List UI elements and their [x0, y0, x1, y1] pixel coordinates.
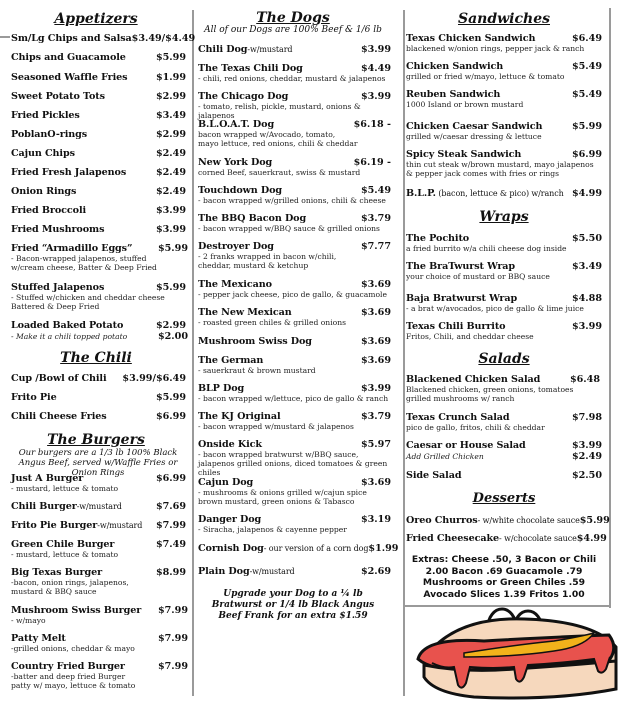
menu-item: [11, 243, 188, 272]
menu-item: [198, 383, 391, 403]
menu-item: [11, 72, 186, 83]
item-name: Sm/Lg Chips and Salsa: [11, 33, 132, 44]
item-description: - roasted green chiles & grilled onions: [198, 318, 346, 327]
item-price: $5.49: [360, 185, 391, 196]
item-name: Seasoned Waffle Fries: [11, 72, 128, 83]
item-name: Chili Burger-w/mustard: [11, 501, 122, 512]
item-name: Frito Pie: [11, 392, 57, 403]
item-name: Danger Dog: [198, 514, 262, 525]
menu-item: [11, 392, 186, 403]
menu-item: [406, 470, 602, 481]
burgers-subtitle: Our burgers are a 1/3 lb 100% Black Angus Beef, served w/Waffle Fries or Onion Rings: [18, 448, 178, 478]
hotdog-icon: [404, 607, 620, 700]
item-name: The Pochito: [406, 233, 470, 244]
item-name: B.L.P. (bacon, lettuce & pico) w/ranch: [406, 188, 564, 199]
item-price: $3.99/$6.49: [122, 373, 186, 384]
item-name: Chili Dog-w/mustard: [198, 44, 293, 55]
item-name: Frito Pie Burger-w/mustard: [11, 520, 143, 531]
column-middle: [195, 0, 399, 700]
item-price: $7.69: [155, 501, 186, 512]
column-divider-left: [192, 10, 194, 696]
menu-item: [11, 110, 186, 121]
column-left: [0, 0, 196, 700]
item-name: Side Salad: [406, 470, 462, 481]
item-price: $4.99: [576, 533, 607, 544]
item-name: Onion Rings: [11, 186, 77, 197]
item-name: Loaded Baked Potato: [11, 320, 124, 331]
item-name: PoblanO-rings: [11, 129, 88, 140]
item-price: $8.99: [155, 567, 186, 578]
item-price: $7.98: [571, 412, 602, 423]
item-price: $3.79: [360, 213, 391, 224]
menu-item: [11, 501, 186, 512]
item-price: $5.99: [579, 515, 610, 526]
item-price: $6.19 -: [353, 157, 391, 168]
menu-item: [406, 440, 602, 462]
menu-item: [198, 119, 391, 148]
item-addon-price: $2.00: [157, 331, 188, 342]
item-name: Texas Chili Burrito: [406, 321, 506, 332]
item-price: $4.88: [571, 293, 602, 304]
item-price: $4.49: [360, 63, 391, 74]
item-price: $1.99: [368, 543, 399, 554]
menu-item: [406, 293, 602, 313]
item-name: Baja Bratwurst Wrap: [406, 293, 518, 304]
item-description: - a brat w/avocados, pico de gallo & lime juice: [406, 304, 584, 313]
item-name: Touchdown Dog: [198, 185, 283, 196]
menu-item: [11, 473, 186, 493]
item-name: Chili Cheese Fries: [11, 411, 107, 422]
menu-item: [406, 515, 610, 526]
menu-item: [11, 33, 196, 44]
menu-item: [406, 89, 602, 109]
item-price: $3.99: [360, 44, 391, 55]
item-description: pico de gallo, fritos, chili & cheddar: [406, 423, 545, 432]
item-price: $6.49: [571, 33, 602, 44]
upgrade-note: Upgrade your Dog to a ¼ lb Bratwurst or 1/4 lb Black Angus Beef Frank for an extra $1.59: [211, 589, 375, 621]
item-price: $5.99: [155, 52, 186, 63]
item-price: $2.50: [571, 470, 602, 481]
item-description: - bacon wrapped w/grilled onions, chili & cheese: [198, 196, 386, 205]
item-name: The German: [198, 355, 264, 366]
menu-item: [11, 282, 186, 311]
item-name: The BraTwurst Wrap: [406, 261, 516, 272]
menu-item: [406, 61, 602, 81]
menu-item: [406, 188, 602, 199]
menu-item: [198, 439, 391, 477]
menu-item: [198, 411, 391, 431]
item-price: $4.99: [571, 188, 602, 199]
item-price: $2.99: [155, 320, 186, 331]
item-description: - bacon wrapped w/mustard & jalapenos: [198, 422, 354, 431]
item-price: $3.99: [360, 383, 391, 394]
item-name: Cajun Dog: [198, 477, 254, 488]
item-name: Onside Kick: [198, 439, 262, 450]
item-description: a fried burrito w/a chili cheese dog inside: [406, 244, 567, 253]
item-price: $3.49/$4.49: [131, 33, 196, 44]
item-name: Chicken Caesar Sandwich: [406, 121, 543, 132]
item-price: $3.49: [155, 110, 186, 121]
menu-item: [406, 33, 602, 53]
menu-item: [11, 605, 188, 625]
item-price: $7.99: [157, 633, 188, 644]
item-name: Big Texas Burger: [11, 567, 103, 578]
menu-item: [11, 411, 186, 422]
item-name: Oreo Churros- w/white chocolate sauce: [406, 515, 580, 526]
item-description: Add Grilled Chicken: [406, 452, 484, 461]
item-price: $6.99: [155, 473, 186, 484]
item-price: $5.99: [157, 243, 188, 254]
item-name: The Texas Chili Dog: [198, 63, 303, 74]
item-description: - bacon wrapped w/lettuce, pico de gallo & ranch: [198, 394, 389, 403]
item-price: $3.99: [155, 205, 186, 216]
item-description: 1000 Island or brown mustard: [406, 100, 524, 109]
menu-item: [198, 157, 391, 177]
menu-item: [198, 185, 391, 205]
item-name: Fried Broccoli: [11, 205, 87, 216]
item-name: The Mexicano: [198, 279, 272, 290]
item-description: Blackened chicken, green onions, tomatoes grilled mushrooms w/ ranch: [406, 385, 574, 403]
item-name: Fried Pickles: [11, 110, 80, 121]
item-name: Cup /Bowl of Chili: [11, 373, 107, 384]
item-price: $7.99: [157, 661, 188, 672]
menu-item: [406, 412, 602, 432]
menu-item: [198, 44, 391, 55]
item-name: Cajun Chips: [11, 148, 75, 159]
menu-item: [198, 566, 391, 577]
item-name: Green Chile Burger: [11, 539, 115, 550]
item-price: $2.49: [155, 167, 186, 178]
menu-item: [11, 91, 186, 102]
item-name: Patty Melt: [11, 633, 66, 644]
menu-item: [406, 533, 607, 544]
item-price: $6.18 -: [353, 119, 391, 130]
item-name: Stuffed Jalapenos: [11, 282, 105, 293]
menu-item: [406, 261, 602, 281]
menu-item: [198, 213, 391, 233]
menu-item: [406, 321, 602, 341]
wraps-title: Wraps: [479, 209, 529, 225]
item-price: $3.69: [360, 336, 391, 347]
extras-note: [404, 554, 604, 600]
item-description: - mustard, lettuce & tomato: [11, 550, 119, 559]
menu-item: [198, 477, 391, 506]
item-name: The KJ Original: [198, 411, 281, 422]
item-price: $3.49: [571, 261, 602, 272]
menu-item: [198, 543, 399, 554]
burgers-title: The Burgers: [47, 432, 145, 448]
item-description: - w/mayo: [11, 616, 46, 625]
item-price: $3.69: [360, 477, 391, 488]
item-description: grilled w/caesar dressing & lettuce: [406, 132, 542, 141]
item-price: $2.99: [155, 91, 186, 102]
item-description: - Siracha, jalapenos & cayenne pepper: [198, 525, 347, 534]
item-name: Fried Cheesecake- w/chocolate sauce: [406, 533, 577, 544]
item-price: $3.19: [360, 514, 391, 525]
extras-line: Mushrooms or Green Chiles .59: [422, 577, 586, 588]
item-description: - bacon wrapped bratwurst w/BBQ sauce, jalapenos grilled onions, diced tomatoes & green chiles: [198, 450, 388, 477]
menu-item: [198, 241, 391, 270]
item-name: Fried “Armadillo Eggs”: [11, 243, 133, 254]
item-name: Country Fried Burger: [11, 661, 125, 672]
column-right: [404, 0, 610, 610]
menu-item: [198, 355, 391, 375]
item-description: - pepper jack cheese, pico de gallo, & guacamole: [198, 290, 387, 299]
menu-item: [198, 307, 391, 327]
item-name: Mushroom Swiss Burger: [11, 605, 142, 616]
item-description: - bacon wrapped w/BBQ sauce & grilled onions: [198, 224, 380, 233]
menu-item: [11, 186, 186, 197]
item-name: The Chicago Dog: [198, 91, 289, 102]
menu-item: [406, 233, 602, 253]
item-description: - 2 franks wrapped in bacon w/chili, cheddar, mustard & ketchup: [198, 252, 337, 270]
appetizers-title: Appetizers: [54, 11, 138, 27]
item-name: Mushroom Swiss Dog: [198, 336, 312, 347]
item-description: -bacon, onion rings, jalapenos, mustard & BBQ sauce: [11, 578, 129, 596]
item-name: Just A Burger: [11, 473, 84, 484]
item-description: - Stuffed w/chicken and cheddar cheese Battered & Deep Fried: [11, 293, 165, 311]
item-description: - sauerkraut & brown mustard: [198, 366, 316, 375]
item-addon-price: $2.49: [571, 451, 602, 462]
item-name: Chicken Sandwich: [406, 61, 504, 72]
dogs-title: The Dogs: [256, 10, 330, 26]
item-description: your choice of mustard or BBQ sauce: [406, 272, 550, 281]
item-name: Blackened Chicken Salad: [406, 374, 541, 385]
item-name: Destroyer Dog: [198, 241, 274, 252]
item-price: $7.77: [360, 241, 391, 252]
item-price: $5.97: [360, 439, 391, 450]
item-price: $6.48: [569, 374, 600, 385]
item-price: $1.99: [155, 72, 186, 83]
item-price: $3.99: [360, 91, 391, 102]
sandwiches-title: Sandwiches: [457, 11, 550, 27]
item-price: $2.49: [155, 148, 186, 159]
item-price: $2.69: [360, 566, 391, 577]
menu-item: [11, 520, 186, 531]
menu-item: [198, 336, 391, 347]
item-name: Plain Dog-w/mustard: [198, 566, 295, 577]
item-price: $5.99: [155, 282, 186, 293]
item-name: The New Mexican: [198, 307, 292, 318]
menu-item: [11, 661, 188, 690]
item-description: - Make it a chili topped potato: [11, 332, 128, 341]
item-name: Texas Chicken Sandwich: [406, 33, 536, 44]
item-name: Reuben Sandwich: [406, 89, 501, 100]
menu-item: [11, 167, 186, 178]
item-price: $3.69: [360, 355, 391, 366]
menu-item: [11, 205, 186, 216]
item-description: grilled or fried w/mayo, lettuce & tomato: [406, 72, 565, 81]
item-description: - chili, red onions, cheddar, mustard & jalapenos: [198, 74, 386, 83]
item-description: thin cut steak w/brown mustard, mayo jalapenos & pepper jack comes with fries or rings: [406, 160, 594, 178]
menu-item: [406, 149, 602, 178]
item-description: bacon wrapped w/Avocado, tomato, mayo lettuce, red onions, chili & cheddar: [198, 130, 358, 148]
extras-line: 2.00 Bacon .69 Guacamole .79: [425, 565, 583, 577]
menu-item: [11, 224, 186, 235]
extras-line: Extras: Cheese .50, 3 Bacon or Chili: [411, 554, 597, 565]
item-name: Caesar or House Salad: [406, 440, 526, 451]
item-description: blackened w/onion rings, pepper jack & ranch: [406, 44, 585, 53]
item-name: Texas Crunch Salad: [406, 412, 510, 423]
item-description: corned Beef, sauerkraut, swiss & mustard: [198, 168, 361, 177]
menu-item: [11, 52, 186, 63]
item-name: The BBQ Bacon Dog: [198, 213, 307, 224]
desserts-title: Desserts: [472, 491, 536, 506]
chili-title: The Chili: [60, 350, 132, 366]
item-name: Fried Mushrooms: [11, 224, 105, 235]
menu-item: [11, 539, 186, 559]
item-description: -grilled onions, cheddar & mayo: [11, 644, 135, 653]
hotdog-illustration: [404, 607, 620, 700]
menu-item: [11, 373, 186, 384]
item-price: $2.49: [155, 186, 186, 197]
item-price: $7.99: [155, 520, 186, 531]
item-price: $3.69: [360, 279, 391, 290]
item-description: - Bacon-wrapped jalapenos, stuffed w/cream cheese, Batter & Deep Fried: [11, 254, 157, 272]
menu-item: [198, 63, 391, 83]
menu-item: [11, 148, 186, 159]
item-description: - mushrooms & onions grilled w/cajun spice brown mustard, green onions & Tabasco: [198, 488, 367, 506]
menu-item: [11, 633, 188, 653]
menu-item: [11, 320, 186, 342]
item-price: $2.99: [155, 129, 186, 140]
item-price: $6.99: [155, 411, 186, 422]
item-name: B.L.O.A.T. Dog: [198, 119, 275, 130]
item-price: $5.49: [571, 89, 602, 100]
item-price: $6.99: [571, 149, 602, 160]
item-price: $3.69: [360, 307, 391, 318]
item-description: Fritos, Chili, and cheddar cheese: [406, 332, 534, 341]
item-price: $3.99: [571, 321, 602, 332]
menu-item: [406, 121, 602, 141]
item-price: $3.99: [155, 224, 186, 235]
item-price: $5.49: [571, 61, 602, 72]
item-name: Fried Fresh Jalapenos: [11, 167, 127, 178]
extras-line: Avocado Slices 1.39 Fritos 1.00: [423, 588, 585, 600]
item-price: $3.99: [571, 440, 602, 451]
item-name: Sweet Potato Tots: [11, 91, 105, 102]
item-description: -batter and deep fried Burger patty w/ mayo, lettuce & tomato: [11, 672, 136, 690]
item-description: - tomato, relish, pickle, mustard, onions & jalapenos: [198, 102, 361, 120]
item-name: New York Dog: [198, 157, 273, 168]
item-name: Spicy Steak Sandwich: [406, 149, 522, 160]
dogs-subtitle: All of our Dogs are 100% Beef & 1/6 lb: [204, 25, 382, 35]
item-price: $3.79: [360, 411, 391, 422]
item-name: Cornish Dog- our version of a corn dog: [198, 543, 369, 554]
item-price: $5.99: [155, 392, 186, 403]
item-price: $7.99: [157, 605, 188, 616]
menu-item: [11, 129, 186, 140]
item-name: Chips and Guacamole: [11, 52, 126, 63]
item-price: $5.99: [571, 121, 602, 132]
item-price: $7.49: [155, 539, 186, 550]
menu-item: [198, 279, 391, 299]
salads-title: Salads: [478, 351, 530, 367]
menu-item: [198, 514, 391, 534]
menu-item: [11, 567, 186, 596]
item-price: $5.50: [571, 233, 602, 244]
menu-item: [406, 374, 600, 403]
item-name: BLP Dog: [198, 383, 245, 394]
item-description: - mustard, lettuce & tomato: [11, 484, 119, 493]
menu-item: [198, 91, 391, 120]
